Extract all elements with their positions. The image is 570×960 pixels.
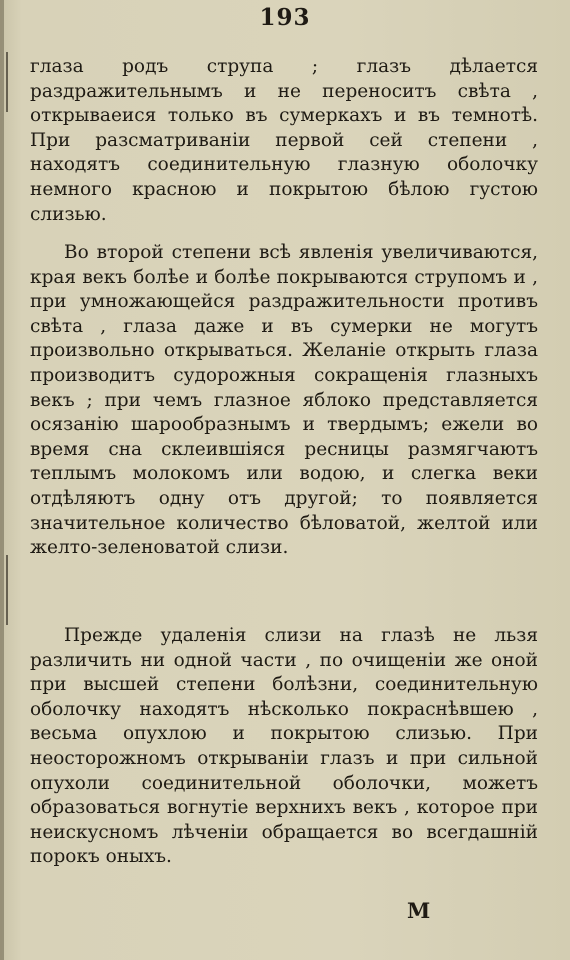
margin-mark [6,555,8,625]
margin-mark [6,52,8,112]
paragraph-1: глаза родъ струпа ; глазъ дѣлается раздражительнымъ и не переноситъ свѣта , открываеися только въ сумеркахъ и въ темнотѣ. При разсматриваніи первой сей степени , находятъ соединительную глазную оболочку немного красною и покрытою бѣлою густою слизью. [30,56,538,225]
page-number: 193 [259,4,311,31]
paragraph-2: Во второй степени всѣ явленія увеличиваются, края векъ болѣе и болѣе покрываются струпомъ и , при умножающейся раздражительности противъ свѣта , глаза даже и въ сумерки не могутъ произвольно открываться. Желаніе открыть глаза производитъ судорожныя сокращенія глазныхъ векъ ; при чемъ глазное яблоко представляется осязанію шарообразнымъ и твердымъ; ежели во время сна склеившіяся ресницы размягчаютъ теплымъ молокомъ или водою, и слегка веки отдѣляютъ одну отъ другой; то появляется значительное количество бѣловатой, желтой или желто-зеленоватой слизи. [30,242,538,559]
catchword: М [407,898,431,923]
paragraph-3: Прежде удаленія слизи на глазѣ не льзя различить ни одной части , по очищеніи же оной при высшей степени болѣзни, соединительную оболочку находятъ нѣсколько покраснѣвшею , весьма опухлою и покрытою слизью. При неосторожномъ открываніи глазъ и при сильной опухоли соединительной оболочки, можетъ образоваться вогнутіе верхнихъ векъ , которое при неискусномъ лѣченіи обращается во всегдашній порокъ оныхъ. [30,625,538,868]
page-spine-edge [0,0,4,960]
